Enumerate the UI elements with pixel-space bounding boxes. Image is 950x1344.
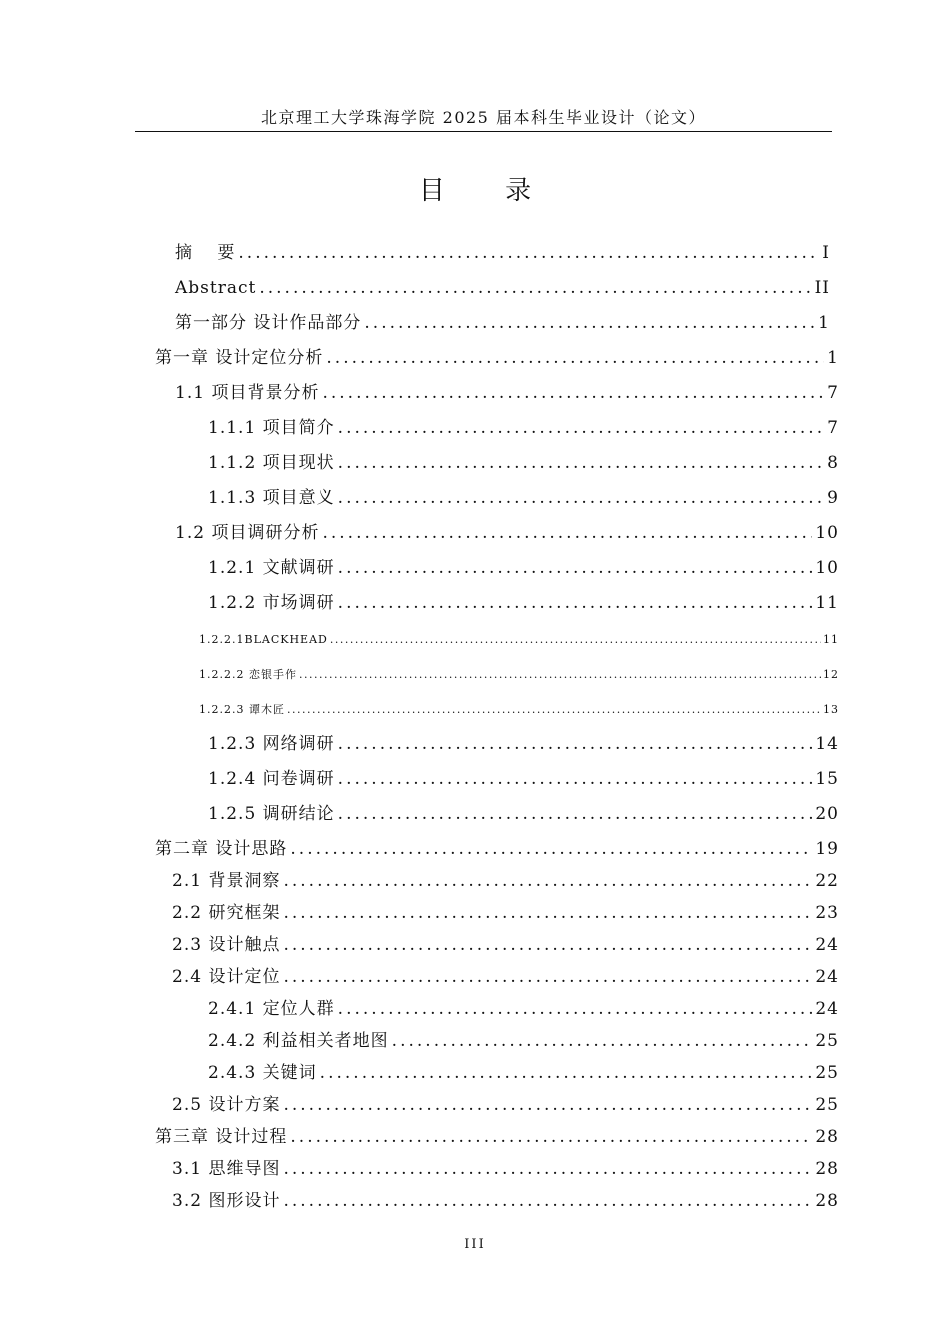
- toc-leader-dots: [259, 276, 811, 300]
- toc-entry-page: 24: [815, 999, 839, 1019]
- toc-entry-label: 第一章 设计定位分析: [155, 348, 324, 368]
- toc-entry-label: 1.2.5 调研结论: [208, 804, 335, 824]
- toc-entry-page: 25: [815, 1063, 839, 1083]
- toc-leader-dots: [290, 1125, 812, 1149]
- toc-entry[interactable]: [172, 1093, 839, 1117]
- page-header: 北京理工大学珠海学院 2025 届本科生毕业设计（论文）: [261, 108, 706, 127]
- toc-leader-dots: [338, 486, 825, 510]
- toc-entry-page: 11: [815, 593, 839, 613]
- toc-entry[interactable]: [155, 346, 839, 370]
- toc-entry-page: 7: [827, 383, 839, 403]
- toc-entry-page: 11: [823, 633, 839, 646]
- toc-entry-page: 28: [815, 1159, 839, 1179]
- toc-entry[interactable]: [175, 311, 830, 335]
- toc-entry-label: 1.2.1 文献调研: [208, 558, 335, 578]
- toc-leader-dots: [338, 997, 813, 1021]
- toc-entry[interactable]: [175, 381, 839, 405]
- toc-leader-dots: [364, 311, 815, 335]
- page-number: III: [464, 1237, 486, 1252]
- toc-entry[interactable]: [208, 732, 839, 756]
- toc-leader-dots: [320, 1061, 813, 1085]
- toc-entry-label: 2.4.3 关键词: [208, 1063, 317, 1083]
- toc-entry-label: 3.2 图形设计: [172, 1191, 281, 1211]
- toc-entry-label: 1.2.3 网络调研: [208, 734, 335, 754]
- toc-leader-dots: [299, 667, 821, 683]
- toc-leader-dots: [283, 1189, 812, 1213]
- toc-entry[interactable]: [208, 1061, 839, 1085]
- toc-entry-page: 22: [815, 871, 839, 891]
- toc-entry-page: II: [814, 278, 830, 298]
- toc-entry-page: 10: [815, 558, 839, 578]
- toc-entry[interactable]: [208, 997, 839, 1021]
- toc-entry-label: 1.2.2.2 恋银手作: [199, 668, 297, 681]
- toc-entry-label: 2.4 设计定位: [172, 967, 281, 987]
- toc-entry-page: 25: [815, 1095, 839, 1115]
- toc-leader-dots: [338, 767, 813, 791]
- toc-entry-page: 20: [815, 804, 839, 824]
- toc-entry-page: 12: [823, 668, 839, 681]
- toc-leader-dots: [338, 451, 825, 475]
- toc-leader-dots: [283, 869, 812, 893]
- toc-entry[interactable]: [208, 591, 839, 615]
- toc-entry-page: 1: [818, 313, 830, 333]
- toc-entry[interactable]: [172, 965, 839, 989]
- toc-leader-dots: [283, 933, 812, 957]
- toc-entry[interactable]: [175, 276, 830, 300]
- toc-leader-dots: [326, 346, 824, 370]
- toc-entry[interactable]: [172, 901, 839, 925]
- toc-entry[interactable]: [208, 556, 839, 580]
- toc-entry-page: 24: [815, 935, 839, 955]
- toc-entry[interactable]: [175, 241, 830, 265]
- toc-entry-label: 1.2.2.3 谭木匠: [199, 703, 285, 716]
- toc-entry-label: 2.1 背景洞察: [172, 871, 281, 891]
- toc-entry-label: 第三章 设计过程: [155, 1127, 288, 1147]
- toc-entry[interactable]: [175, 521, 839, 545]
- toc-entry-page: 8: [827, 453, 839, 473]
- toc-entry-label: 摘 要: [175, 243, 236, 263]
- toc-entry-label: 1.1.1 项目简介: [208, 418, 335, 438]
- toc-leader-dots: [392, 1029, 813, 1053]
- toc-entry-page: 19: [815, 839, 839, 859]
- toc-leader-dots: [283, 1157, 812, 1181]
- toc-entry[interactable]: [155, 837, 839, 861]
- toc-entry-page: 28: [815, 1191, 839, 1211]
- toc-entry-page: 15: [815, 769, 839, 789]
- toc-entry-label: 1.2.2 市场调研: [208, 593, 335, 613]
- toc-entry-page: 24: [815, 967, 839, 987]
- toc-entry-label: 1.2.4 问卷调研: [208, 769, 335, 789]
- toc-entry[interactable]: [172, 1189, 839, 1213]
- page-title: 目 录: [418, 176, 558, 206]
- toc-leader-dots: [330, 632, 821, 648]
- toc-entry[interactable]: [208, 802, 839, 826]
- toc-entry[interactable]: [208, 767, 839, 791]
- toc-entry[interactable]: [208, 486, 839, 510]
- toc-entry-label: Abstract: [175, 278, 257, 298]
- toc-entry[interactable]: [199, 632, 839, 648]
- toc-leader-dots: [338, 732, 813, 756]
- toc-entry[interactable]: [208, 1029, 839, 1053]
- toc-entry-label: 第二章 设计思路: [155, 839, 288, 859]
- toc-entry-label: 2.3 设计触点: [172, 935, 281, 955]
- toc-entry-page: 1: [827, 348, 839, 368]
- toc-entry[interactable]: [155, 1125, 839, 1149]
- toc-entry-page: 9: [827, 488, 839, 508]
- toc-entry-label: 1.1 项目背景分析: [175, 383, 320, 403]
- toc-entry-label: 1.2 项目调研分析: [175, 523, 320, 543]
- toc-entry-label: 3.1 思维导图: [172, 1159, 281, 1179]
- toc-leader-dots: [283, 1093, 812, 1117]
- toc-leader-dots: [283, 965, 812, 989]
- toc-entry[interactable]: [199, 667, 839, 683]
- toc-leader-dots: [322, 521, 812, 545]
- toc-leader-dots: [290, 837, 812, 861]
- toc-leader-dots: [287, 702, 821, 718]
- toc-entry-label: 2.4.2 利益相关者地图: [208, 1031, 389, 1051]
- toc-entry-page: 25: [815, 1031, 839, 1051]
- toc-entry-page: 28: [815, 1127, 839, 1147]
- toc-entry-label: 2.2 研究框架: [172, 903, 281, 923]
- toc-entry[interactable]: [199, 702, 839, 718]
- toc-leader-dots: [338, 802, 813, 826]
- toc-leader-dots: [338, 556, 813, 580]
- toc-entry-label: 第一部分 设计作品部分: [175, 313, 362, 333]
- toc-entry-label: 2.4.1 定位人群: [208, 999, 335, 1019]
- toc-entry-label: 1.1.2 项目现状: [208, 453, 335, 473]
- toc-entry-page: 14: [815, 734, 839, 754]
- toc-leader-dots: [338, 416, 825, 440]
- toc-entry[interactable]: [172, 1157, 839, 1181]
- toc-entry-page: 13: [823, 703, 839, 716]
- toc-entry-label: 1.1.3 项目意义: [208, 488, 335, 508]
- toc-entry[interactable]: [172, 933, 839, 957]
- toc-entry-page: 7: [827, 418, 839, 438]
- toc-leader-dots: [238, 241, 819, 265]
- toc-entry[interactable]: [208, 451, 839, 475]
- toc-entry[interactable]: [172, 869, 839, 893]
- toc-leader-dots: [338, 591, 813, 615]
- toc-leader-dots: [283, 901, 812, 925]
- toc-entry-page: 10: [815, 523, 839, 543]
- toc-leader-dots: [322, 381, 824, 405]
- toc-entry-page: I: [822, 243, 830, 263]
- toc-entry-label: 1.2.2.1BLACKHEAD: [199, 633, 328, 646]
- toc-entry-page: 23: [815, 903, 839, 923]
- toc-entry-label: 2.5 设计方案: [172, 1095, 281, 1115]
- toc-entry[interactable]: [208, 416, 839, 440]
